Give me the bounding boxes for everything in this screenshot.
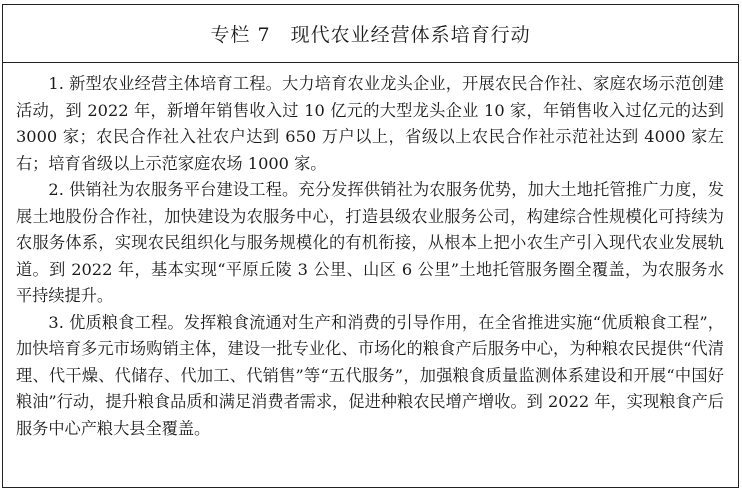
box-title-prefix: 专栏 7 — [210, 24, 271, 46]
box-title-bar — [3, 5, 738, 63]
box-content — [3, 63, 738, 442]
paragraph-item-1: 1. 新型农业经营主体培育工程。大力培育农业龙头企业，开展农民合作社、家庭农场示范创建活动，到 2022 年，新增年销售收入过 10 亿元的大型龙头企业 10 家，年销售收入过亿元的达到 3000 家；农民合作社入社农户达到 650 万户以上，省级以上农民合作社示范社达到 4000 家左右；培育省级以上示范家庭农场 1000 家。 — [16, 74, 724, 173]
paragraph-item-3: 3. 优质粮食工程。发挥粮食流通对生产和消费的引导作用，在全省推进实施“优质粮食工程”，加快培育多元市场购销主体，建设一批专业化、市场化的粮食产后服务中心，为种粮农民提供“代清理、代干燥、代储存、代加工、代销售”等“五代服务”，加强粮食质量监测体系建设和开展“中国好粮油”行动，提升粮食品质和满足消费者需求，促进种粮农民增产增收。到 2022 年，实现粮食产后服务中心产粮大县全覆盖。 — [16, 312, 724, 438]
box-title: 现代农业经营体系培育行动 — [290, 24, 531, 46]
paragraph-item-2: 2. 供销社为农服务平台建设工程。充分发挥供销社为农服务优势，加大土地托管推广力度，发展土地股份合作社，加快建设为农服务中心，打造县级农业服务公司，构建综合性规模化可持续为农服务体系，实现农民组织化与服务规模化的有机衔接，从根本上把小农生产引入现代农业发展轨道。到 2022 年，基本实现“平原丘陵 3 公里、山区 6 公里”土地托管服务圈全覆盖，为农服务水平持续提升。 — [16, 180, 724, 305]
feature-box — [2, 4, 739, 488]
